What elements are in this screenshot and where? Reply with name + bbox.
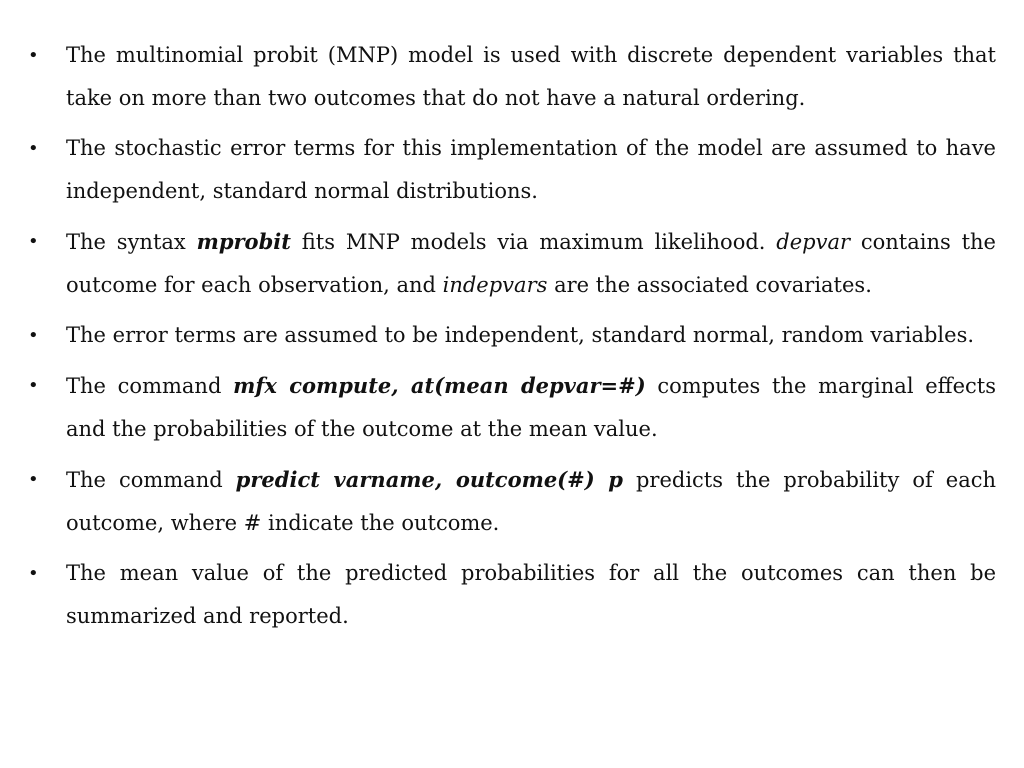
bullet-text: computes the marginal effects and the probabilities of the outcome at the mean value. bbox=[66, 374, 996, 441]
bullet-item bbox=[28, 127, 996, 213]
bullet-dot-icon: • bbox=[28, 325, 39, 346]
command-text: mprobit bbox=[196, 229, 291, 254]
bullet-dot-icon: • bbox=[28, 45, 39, 66]
bullet-text: The command bbox=[66, 468, 236, 492]
bullet-text: The error terms are assumed to be independent, standard normal, random variables. bbox=[66, 323, 975, 347]
variable-term: indepvars bbox=[442, 273, 548, 297]
bullet-dot-icon: • bbox=[28, 563, 39, 584]
bullet-dot-icon: • bbox=[28, 231, 39, 252]
bullet-dot-icon: • bbox=[28, 469, 39, 490]
bullet-list bbox=[28, 34, 996, 638]
bullet-text: contains the outcome for each observation, and bbox=[66, 230, 996, 297]
bullet-text: The command bbox=[66, 374, 234, 398]
bullet-dot-icon: • bbox=[28, 138, 39, 159]
bullet-item bbox=[28, 458, 996, 545]
bullet-text: The multinomial probit (MNP) model is used with discrete dependent variables that take on more than two outcomes that do not have a natural ordering. bbox=[66, 43, 996, 110]
bullet-text: fits MNP models via maximum likelihood. bbox=[290, 230, 777, 254]
bullet-item bbox=[28, 364, 996, 451]
variable-term: depvar bbox=[776, 230, 851, 254]
command-text: predict varname, outcome(#) p bbox=[235, 467, 623, 492]
bullet-text: The mean value of the predicted probabilities for all the outcomes can then be summarized and reported. bbox=[66, 561, 996, 628]
bullet-item bbox=[28, 34, 996, 120]
bullet-item bbox=[28, 220, 996, 307]
bullet-text: The syntax bbox=[66, 230, 197, 254]
bullet-item bbox=[28, 552, 996, 638]
bullet-text: The stochastic error terms for this implementation of the model are assumed to have independent, standard normal distributions. bbox=[66, 136, 996, 203]
bullet-text: predicts the probability of each outcome, where # indicate the outcome. bbox=[66, 468, 996, 535]
command-text: mfx compute, at(mean depvar=#) bbox=[233, 373, 646, 398]
bullet-dot-icon: • bbox=[28, 375, 39, 396]
bullet-item bbox=[28, 314, 996, 357]
bullet-text: are the associated covariates. bbox=[547, 273, 872, 297]
